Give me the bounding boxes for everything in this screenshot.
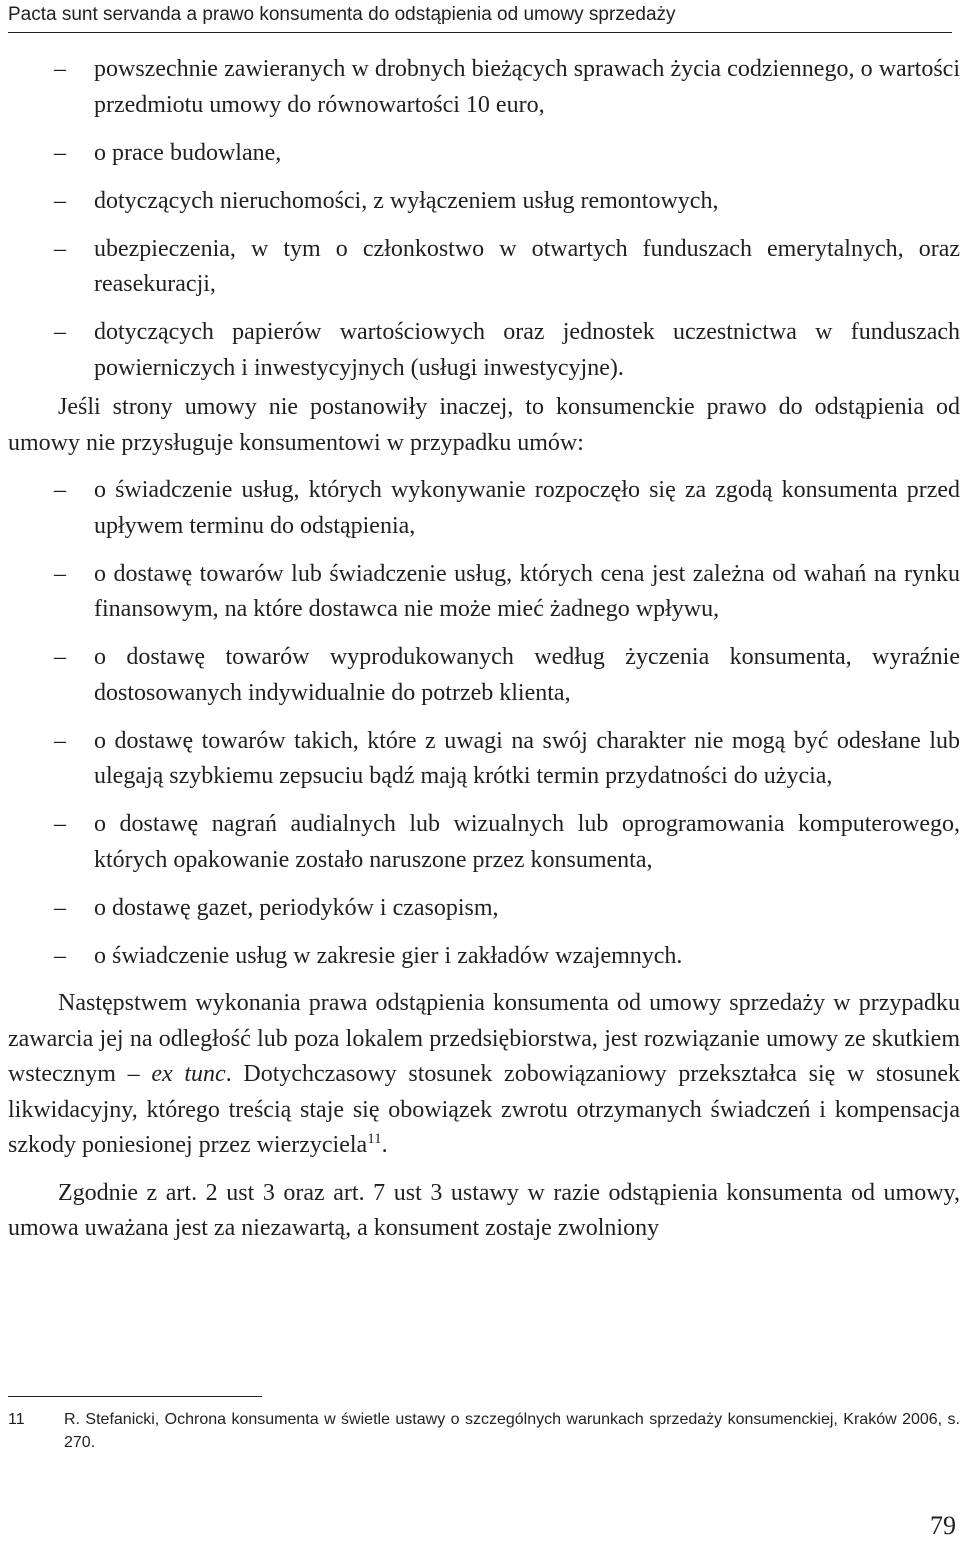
list-item [8, 807, 960, 878]
list-item [8, 640, 960, 711]
page-number: 79 [930, 1511, 956, 1540]
dash-bullet: – [54, 644, 66, 670]
paragraph-withdrawal-effects [8, 986, 960, 1164]
footnote-text: R. Stefanicki, Ochrona konsumenta w świetle ustawy o szczególnych warunkach sprzedaży konsumenckiej, Kraków 2006, s. 270. [64, 1411, 960, 1451]
list-item-text: dotyczących nieruchomości, z wyłączeniem usług remontowych, [94, 187, 719, 214]
list-item [8, 724, 960, 795]
contract-exclusions-list [8, 52, 960, 386]
paragraph-statute-reference: Zgodnie z art. 2 ust 3 oraz art. 7 ust 3 ustawy w razie odstąpienia konsumenta od umowy, umowa uważana jest za niezawartą, a konsument zostaje zwolniony [8, 1179, 960, 1241]
list-item [8, 315, 960, 386]
paragraph-withdrawal-exceptions: Jeśli strony umowy nie postanowiły inaczej, to konsumenckie prawo do odstąpienia od umowy nie przysługuje konsumentowi w przypadku umów: [8, 394, 960, 456]
dash-bullet: – [54, 894, 66, 921]
running-header: Pacta sunt servanda a prawo konsumenta do odstąpienia od umowy sprzedaży [8, 2, 952, 33]
dash-bullet: – [54, 942, 66, 969]
footnote-divider [8, 1396, 262, 1397]
latin-term: ex tunc [151, 1061, 226, 1087]
footnote-number: 11 [8, 1411, 25, 1428]
list-item-text: o świadczenie usług w zakresie gier i zakładów wzajemnych. [94, 942, 683, 969]
dash-bullet: – [54, 727, 66, 754]
dash-bullet: – [54, 56, 66, 82]
list-item-text: o dostawę gazet, periodyków i czasopism, [94, 894, 499, 921]
list-item-text: ubezpieczenia, w tym o członkostwo w otwartych funduszach emerytalnych, oraz reasekuracji, [94, 235, 960, 297]
list-item-text: dotyczących papierów wartościowych oraz jednostek uczestnictwa w funduszach powierniczych i inwestycyjnych (usługi inwestycyjne). [94, 319, 960, 381]
footnote-reference[interactable]: 11 [367, 1131, 382, 1147]
paragraph-text: Następstwem wykonania prawa odstąpienia konsumenta od umowy sprzedaży w przypadku zawarcia jej na odległość lub poza lokalem przedsiębiorstwa, jest rozwiązanie umowy ze skutkiem wstecznym – [8, 990, 960, 1087]
list-item [8, 939, 960, 975]
dash-bullet: – [54, 560, 66, 587]
dash-bullet: – [54, 319, 66, 345]
list-item-text: o dostawę towarów takich, które z uwagi na swój charakter nie mogą być odesłane lub ulegają szybkiemu zepsuciu bądź mają krótki termin przydatności do użycia, [94, 727, 960, 789]
list-item-text: powszechnie zawieranych w drobnych bieżących sprawach życia codziennego, o wartości przedmiotu umowy do równowartości 10 euro, [94, 56, 960, 118]
list-item-text: o prace budowlane, [94, 139, 282, 166]
list-item [8, 232, 960, 303]
dash-bullet: – [54, 235, 66, 262]
paragraph-text: . [381, 1132, 388, 1158]
list-item-text: o dostawę towarów wyprodukowanych według życzenia konsumenta, wyraźnie dostosowanych indywidualnie do potrzeb klienta, [94, 644, 960, 706]
list-item-text: o dostawę towarów lub świadczenie usług, których cena jest zależna od wahań na rynku finansowym, na które dostawca nie może mieć żadnego wpływu, [94, 560, 960, 622]
dash-bullet: – [54, 187, 66, 214]
list-item-text: o dostawę nagrań audialnych lub wizualnych lub oprogramowania komputerowego, których opakowanie zostało naruszone przez konsumenta, [94, 811, 960, 873]
list-item [8, 52, 960, 123]
dash-bullet: – [54, 477, 66, 503]
dash-bullet: – [54, 811, 66, 837]
list-item-text: o świadczenie usług, których wykonywanie rozpoczęło się za zgodą konsumenta przed upływem terminu do odstąpienia, [94, 477, 960, 539]
paragraph-text: . Dotychczasowy stosunek zobowiązaniowy przekształca się w stosunek likwidacyjny, którego treścią staje się obowiązek zwrotu otrzymanych świadczeń i kompensacja szkody poniesionej przez wierzyciela [8, 1061, 960, 1158]
withdrawal-exceptions-list [8, 473, 960, 974]
body-text [8, 52, 960, 1247]
list-item [8, 891, 960, 927]
list-item [8, 184, 960, 220]
list-item [8, 557, 960, 628]
list-item [8, 136, 960, 172]
footnote [8, 1408, 960, 1454]
dash-bullet: – [54, 139, 66, 166]
list-item [8, 473, 960, 544]
